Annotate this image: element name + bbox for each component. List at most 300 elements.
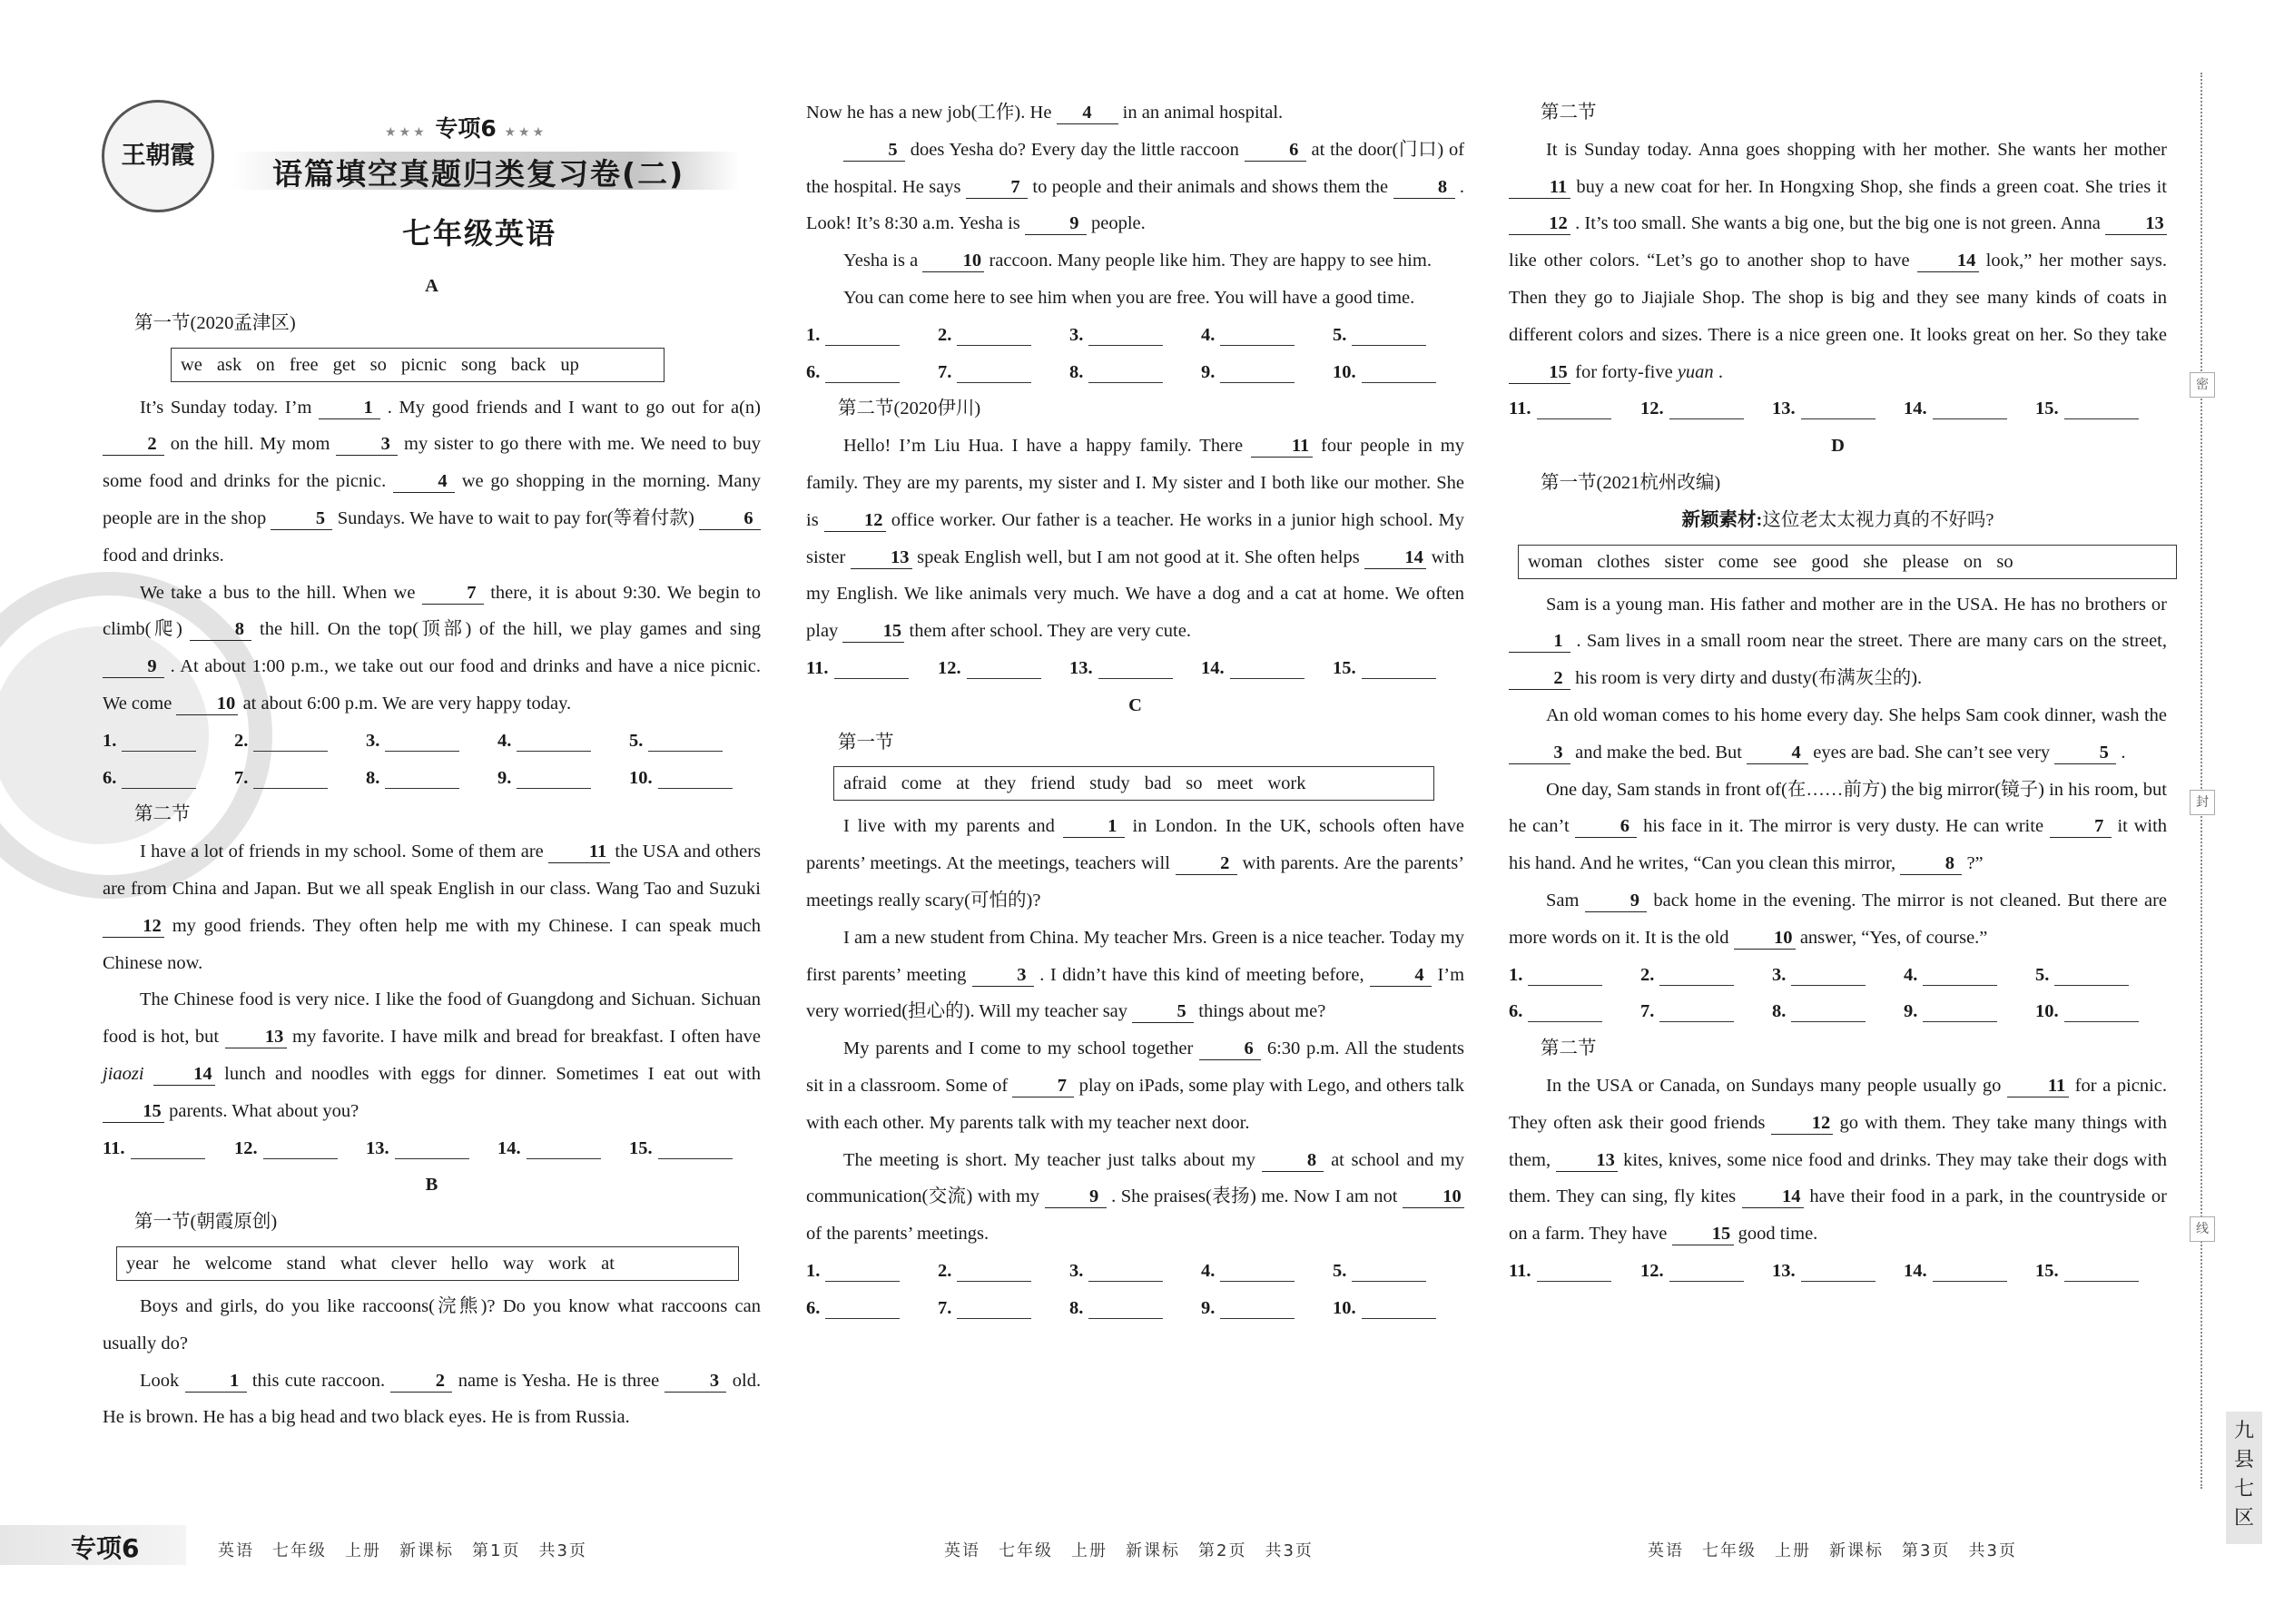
answer-slot[interactable] <box>497 1130 629 1167</box>
answer-slot[interactable] <box>234 760 366 797</box>
answer-line[interactable] <box>1933 395 2007 419</box>
blank-field[interactable]: 3 <box>665 1370 726 1393</box>
blank-field[interactable]: 14 <box>1742 1186 1804 1208</box>
answer-line[interactable] <box>253 727 328 752</box>
blank-field[interactable]: 10 <box>1403 1186 1464 1208</box>
answer-slot[interactable] <box>806 1253 938 1290</box>
section-c2-title: 第二节 <box>1541 103 1597 123</box>
answer-row-d1 <box>1509 957 2167 994</box>
passage-c-p3 <box>806 1030 1464 1141</box>
answer-line[interactable] <box>825 1294 900 1319</box>
blank-field[interactable]: 4 <box>1747 742 1808 764</box>
blank-field[interactable]: 2 <box>1509 667 1570 690</box>
word-option: work <box>1267 773 1306 794</box>
answer-slot[interactable] <box>1201 317 1333 354</box>
answer-line[interactable] <box>825 1257 900 1282</box>
blank-field[interactable]: 6 <box>1575 815 1637 838</box>
answer-slot[interactable] <box>234 723 366 760</box>
answer-row-a1 <box>103 723 761 760</box>
district-label: 九县七区 <box>2226 1412 2262 1544</box>
answer-number: 12. <box>1640 1260 1664 1281</box>
answer-number: 11. <box>1509 1260 1531 1281</box>
answer-slot[interactable] <box>1904 1253 2035 1290</box>
word-option: see <box>1773 551 1797 572</box>
section-d-label: D <box>1831 436 1845 457</box>
answer-slot[interactable] <box>938 354 1069 391</box>
answer-slot[interactable] <box>1069 1253 1201 1290</box>
passage-a2-p1 <box>103 833 761 981</box>
answer-line[interactable] <box>1220 359 1295 383</box>
blank-field[interactable]: 7 <box>2050 815 2112 838</box>
answer-line[interactable] <box>2054 961 2129 986</box>
passage-text: An old woman comes to his home every day. She helps Sam cook dinner, wash the <box>1546 704 2167 725</box>
passage-text: . <box>1718 361 1723 382</box>
answer-line[interactable] <box>1528 998 1602 1022</box>
passage-text: I have a lot of friends in my school. Some of them are <box>140 842 544 862</box>
passage-text: we go shopping in the morning. Many people are in the shop <box>103 471 762 528</box>
passage-d-p3 <box>1509 772 2167 882</box>
answer-line[interactable] <box>1362 1294 1436 1319</box>
answer-line[interactable] <box>385 764 459 789</box>
passage-text: . She praises(表扬) me. Now I am not <box>1111 1186 1398 1207</box>
blank-field[interactable]: 13 <box>225 1026 287 1048</box>
passage-text: . Sam lives in a small room near the street. There are many cars on the street, <box>1576 631 2167 652</box>
passage-c-p4 <box>806 1142 1464 1253</box>
passage-b2 <box>806 428 1464 650</box>
answer-line[interactable] <box>1923 998 1997 1022</box>
answer-slot[interactable] <box>366 723 497 760</box>
blank-field[interactable]: 1 <box>1063 815 1125 838</box>
blank-field[interactable]: 5 <box>271 507 332 530</box>
passage-text: I live with my parents and <box>843 816 1055 837</box>
word-option: we <box>181 354 202 375</box>
answer-line[interactable] <box>517 727 591 752</box>
answer-slot[interactable] <box>806 354 938 391</box>
blank-field[interactable]: 4 <box>1370 964 1432 987</box>
blank-field[interactable]: 15 <box>842 620 904 643</box>
answer-number: 3. <box>1069 324 1084 345</box>
answer-line[interactable] <box>1088 1294 1163 1319</box>
answer-slot[interactable] <box>806 650 938 687</box>
answer-slot[interactable] <box>1904 957 2035 994</box>
answer-slot[interactable] <box>1201 650 1333 687</box>
passage-text: Sam <box>1546 890 1580 910</box>
answer-slot[interactable] <box>1069 354 1201 391</box>
word-option: clothes <box>1597 551 1650 572</box>
word-option: woman <box>1528 551 1583 572</box>
blank-field[interactable]: 2 <box>390 1370 452 1393</box>
answer-line[interactable] <box>1933 1257 2007 1282</box>
column-1 <box>103 268 761 1436</box>
answer-slot[interactable] <box>1201 354 1333 391</box>
answer-line[interactable] <box>1352 321 1426 346</box>
answer-slot[interactable] <box>1772 957 1904 994</box>
answer-slot[interactable] <box>806 317 938 354</box>
brand-logo <box>102 100 214 212</box>
answer-slot[interactable] <box>1509 390 1640 428</box>
answer-slot[interactable] <box>938 650 1069 687</box>
word-option: way <box>502 1253 535 1274</box>
blank-field[interactable]: 6 <box>699 507 761 530</box>
blank-field[interactable]: 13 <box>1556 1149 1618 1172</box>
answer-slot[interactable] <box>1069 650 1201 687</box>
answer-number: 13. <box>1772 399 1796 419</box>
answer-line[interactable] <box>1659 998 1734 1022</box>
answer-line[interactable] <box>1088 359 1163 383</box>
answer-line[interactable] <box>1923 961 1997 986</box>
blank-field[interactable]: 12 <box>1771 1112 1833 1135</box>
blank-field[interactable]: 9 <box>1585 890 1647 912</box>
answer-slot[interactable] <box>1333 317 1464 354</box>
blank-field[interactable]: 13 <box>851 546 912 569</box>
answer-slot[interactable] <box>497 723 629 760</box>
passage-text: Look <box>140 1370 180 1391</box>
answer-line[interactable] <box>1791 998 1866 1022</box>
blank-field[interactable]: 9 <box>103 655 164 678</box>
passage-text: go with them. They take many things with them, <box>1509 1112 2167 1170</box>
blank-field[interactable]: 14 <box>1364 546 1426 569</box>
answer-line[interactable] <box>957 1257 1031 1282</box>
novel-text: 这位老太太视力真的不好吗? <box>1762 509 1994 530</box>
blank-field[interactable]: 6 <box>1245 139 1306 162</box>
word-option: ask <box>216 354 242 375</box>
answer-slot[interactable] <box>938 1253 1069 1290</box>
blank-field[interactable]: 10 <box>1734 927 1796 950</box>
blank-field[interactable]: 9 <box>1045 1186 1107 1208</box>
footer-page-2: 英语 七年级 上册 新课标 第2页 共3页 <box>944 1541 1314 1560</box>
answer-slot[interactable] <box>366 760 497 797</box>
blank-field[interactable]: 9 <box>1025 212 1087 235</box>
blank-field[interactable]: 2 <box>1176 852 1237 875</box>
answer-line[interactable] <box>517 764 591 789</box>
answer-number: 6. <box>806 1297 821 1318</box>
answer-line[interactable] <box>825 321 900 346</box>
passage-b-p3 <box>806 94 1464 132</box>
answer-slot[interactable] <box>1904 390 2035 428</box>
answer-line[interactable] <box>957 1294 1031 1319</box>
answer-slot[interactable] <box>1333 1290 1464 1327</box>
answer-number: 11. <box>103 1137 125 1158</box>
answer-slot[interactable] <box>1201 1253 1333 1290</box>
answer-line[interactable] <box>122 764 196 789</box>
answer-slot[interactable] <box>1640 1253 1772 1290</box>
word-box-c <box>833 766 1434 801</box>
blank-field[interactable]: 15 <box>103 1100 164 1123</box>
answer-line[interactable] <box>1220 1294 1295 1319</box>
word-option: meet <box>1216 773 1254 794</box>
passage-text: at about 6:00 p.m. We are very happy today. <box>242 693 572 714</box>
blank-field[interactable]: 11 <box>548 841 610 863</box>
answer-slot[interactable] <box>629 1130 761 1167</box>
blank-field[interactable]: 6 <box>1199 1038 1261 1060</box>
passage-text: Sundays. We have to wait to pay for(等着付款) <box>337 507 694 528</box>
passage-text: my favorite. I have milk and bread for breakfast. I often have <box>292 1027 761 1048</box>
answer-line[interactable] <box>834 655 909 679</box>
answer-slot[interactable] <box>1640 957 1772 994</box>
blank-field[interactable]: 5 <box>843 139 905 162</box>
answer-number: 10. <box>2035 1001 2059 1022</box>
passage-text: I am a new student from China. My teacher Mrs. Green is a nice teacher. Today my first parents’ meeting <box>806 927 1464 985</box>
blank-field[interactable]: 12 <box>824 509 886 532</box>
answer-slot[interactable] <box>1904 993 2035 1030</box>
answer-slot[interactable] <box>103 1130 234 1167</box>
answer-number: 11. <box>806 657 829 678</box>
blank-field[interactable]: 15 <box>1509 361 1570 384</box>
word-option: clever <box>390 1253 437 1274</box>
word-option: year <box>126 1253 159 1274</box>
word-option: what <box>340 1253 377 1274</box>
answer-slot[interactable] <box>1201 1290 1333 1327</box>
passage-text: with parents. Are the parents’ meetings really scary(可怕的)? <box>806 853 1465 910</box>
blank-field[interactable]: 12 <box>1509 212 1570 235</box>
answer-number: 13. <box>1069 657 1093 678</box>
passage-b-p6: You can come here to see him when you are free. You will have a good time. <box>843 287 1415 308</box>
word-option: please <box>1902 551 1949 572</box>
answer-line[interactable] <box>1098 655 1173 679</box>
blank-field[interactable]: 5 <box>1132 1000 1194 1023</box>
answer-line[interactable] <box>2064 998 2139 1022</box>
novel-material <box>1509 502 2167 539</box>
answer-slot[interactable] <box>497 760 629 797</box>
answer-slot[interactable] <box>2035 957 2167 994</box>
footer-page-1: 英语 七年级 上册 新课标 第1页 共3页 <box>218 1541 587 1560</box>
answer-line[interactable] <box>1669 395 1744 419</box>
answer-line[interactable] <box>1220 321 1295 346</box>
answer-slot[interactable] <box>629 760 761 797</box>
passage-text: Sam is a young man. His father and mother are in the USA. He has no brothers or <box>1546 594 2167 615</box>
answer-number: 2. <box>234 730 249 751</box>
answer-slot[interactable] <box>629 723 761 760</box>
answer-line[interactable] <box>658 764 733 789</box>
section-a2-title: 第二节 <box>134 804 191 825</box>
answer-line[interactable] <box>385 727 459 752</box>
passage-text: . At about 1:00 p.m., we take out our food and drinks and have a nice picnic. We come <box>103 656 761 714</box>
section-d1-title: 第一节(2021杭州改编) <box>1541 472 1721 493</box>
passage-text: Yesha is a <box>843 251 919 271</box>
answer-slot[interactable] <box>1333 650 1464 687</box>
footer-special-label: 专项6 <box>71 1533 140 1563</box>
answer-line[interactable] <box>395 1135 469 1159</box>
answer-line[interactable] <box>1220 1257 1295 1282</box>
word-option: work <box>548 1253 587 1274</box>
answer-row-b1 <box>806 317 1464 354</box>
answer-number: 10. <box>1333 1297 1356 1318</box>
answer-line[interactable] <box>1088 321 1163 346</box>
page-subtitle: 七年级英语 <box>402 216 557 251</box>
answer-line[interactable] <box>1362 655 1436 679</box>
passage-text: this cute raccoon. <box>251 1370 386 1391</box>
blank-field[interactable]: 8 <box>1393 176 1455 199</box>
blank-field[interactable]: 1 <box>1509 630 1570 653</box>
passage-text: kites, knives, some nice food and drinks. They may take their dogs with them. They can sing, fly kites <box>1509 1149 2168 1207</box>
answer-line[interactable] <box>967 655 1041 679</box>
passage-text: . Look! It’s 8:30 a.m. Yesha is <box>806 176 1465 234</box>
passage-text: office worker. Our father is a teacher. He works in a junior high school. My sister <box>806 509 1465 567</box>
word-option: welcome <box>204 1253 272 1274</box>
answer-slot[interactable] <box>1333 1253 1464 1290</box>
answer-slot[interactable] <box>1069 1290 1201 1327</box>
answer-line[interactable] <box>957 321 1031 346</box>
answer-slot[interactable] <box>1772 390 1904 428</box>
passage-a2-p2 <box>103 981 761 1129</box>
answer-number: 6. <box>103 767 117 788</box>
word-option: at <box>601 1253 615 1274</box>
passage-text: four people in my family. They are my parents, my sister and I. My sister and I both like our mother. She is <box>806 436 1465 530</box>
answer-row-a2 <box>103 760 761 797</box>
answer-number: 7. <box>234 767 249 788</box>
answer-line[interactable] <box>1791 961 1866 986</box>
answer-number: 13. <box>366 1137 389 1158</box>
blank-field[interactable]: 4 <box>393 470 455 493</box>
answer-line[interactable] <box>1659 961 1734 986</box>
answer-line[interactable] <box>2064 1257 2139 1282</box>
blank-field[interactable]: 7 <box>966 176 1028 199</box>
passage-text: . It’s too small. She wants a big one, but the big one is not green. Anna <box>1575 213 2101 234</box>
blank-field[interactable]: 4 <box>1057 102 1118 124</box>
answer-slot[interactable] <box>1069 317 1201 354</box>
blank-field[interactable]: 12 <box>103 915 164 938</box>
column-3 <box>1509 94 2167 1290</box>
answer-slot[interactable] <box>938 317 1069 354</box>
word-option: stand <box>286 1253 326 1274</box>
answer-line[interactable] <box>648 727 723 752</box>
answer-slot[interactable] <box>366 1130 497 1167</box>
stars-right: ★★★ <box>504 125 547 140</box>
answer-line[interactable] <box>1669 1257 1744 1282</box>
passage-text: back home in the evening. The mirror is not cleaned. But there are more words on it. It is the old <box>1509 890 2168 948</box>
blank-field[interactable]: 5 <box>2054 742 2116 764</box>
answer-line[interactable] <box>1352 1257 1426 1282</box>
answer-slot[interactable] <box>103 723 234 760</box>
answer-number: 9. <box>1904 1001 1918 1022</box>
answer-line[interactable] <box>1362 359 1436 383</box>
blank-field[interactable]: 1 <box>185 1370 247 1393</box>
passage-text: look,” her mother says. Then they go to Jiajiale Shop. The shop is big and they see many kinds of coats in different colors and sizes. There is a nice green one. It looks great on her. So they take <box>1509 251 2168 345</box>
passage-a1-p2 <box>103 575 761 723</box>
blank-field[interactable]: 11 <box>1251 435 1313 458</box>
passage-c-p2 <box>806 920 1464 1030</box>
answer-number: 15. <box>629 1137 653 1158</box>
answer-slot[interactable] <box>2035 390 2167 428</box>
blank-field[interactable]: 11 <box>2007 1075 2069 1097</box>
special-number: 专项6 <box>435 115 497 142</box>
answer-line[interactable] <box>957 359 1031 383</box>
answer-number: 5. <box>1333 1260 1347 1281</box>
answer-slot[interactable] <box>2035 1253 2167 1290</box>
passage-text: for forty-five <box>1575 361 1673 382</box>
blank-field[interactable]: 15 <box>1672 1223 1734 1245</box>
blank-field[interactable]: 11 <box>1509 176 1570 199</box>
answer-line[interactable] <box>527 1135 601 1159</box>
passage-text: jiaozi <box>103 1063 144 1084</box>
answer-line[interactable] <box>1230 655 1305 679</box>
blank-field[interactable]: 3 <box>336 433 398 456</box>
blank-field[interactable]: 7 <box>1012 1075 1074 1097</box>
answer-number: 1. <box>806 324 821 345</box>
word-option: at <box>956 773 970 794</box>
blank-field[interactable]: 10 <box>922 250 984 272</box>
blank-field[interactable]: 8 <box>1262 1149 1324 1172</box>
blank-field[interactable]: 3 <box>1509 742 1570 764</box>
blank-field[interactable]: 2 <box>103 433 164 456</box>
passage-text: people. <box>1091 213 1146 234</box>
passage-text: 6:30 p.m. All the students sit in a classroom. Some of <box>806 1038 1464 1096</box>
passage-text: eyes are bad. She can’t see very <box>1813 742 2051 763</box>
answer-line[interactable] <box>2064 395 2139 419</box>
answer-line[interactable] <box>131 1135 205 1159</box>
answer-line[interactable] <box>825 359 900 383</box>
answer-number: 2. <box>938 324 952 345</box>
answer-slot[interactable] <box>1772 993 1904 1030</box>
answer-slot[interactable] <box>1509 993 1640 1030</box>
word-option: study <box>1089 773 1130 794</box>
word-option: on <box>256 354 275 375</box>
blank-field[interactable]: 8 <box>1900 852 1962 875</box>
answer-number: 3. <box>1069 1260 1084 1281</box>
blank-field[interactable]: 7 <box>422 582 484 605</box>
passage-text: speak English well, but I am not good at it. She often helps <box>917 546 1360 567</box>
blank-field[interactable]: 1 <box>319 397 380 419</box>
answer-number: 2. <box>938 1260 952 1281</box>
answer-slot[interactable] <box>1772 1253 1904 1290</box>
answer-number: 14. <box>1904 399 1927 419</box>
answer-slot[interactable] <box>1640 993 1772 1030</box>
answer-number: 14. <box>1904 1260 1927 1281</box>
answer-number: 1. <box>1509 964 1523 985</box>
answer-slot[interactable] <box>1640 390 1772 428</box>
blank-field[interactable]: 13 <box>2105 212 2167 235</box>
passage-text: buy a new coat for her. In Hongxing Shop, she finds a green coat. She tries it <box>1576 176 2167 197</box>
answer-slot[interactable] <box>103 760 234 797</box>
passage-text: on the hill. My mom <box>170 434 330 455</box>
passage-text: in London. In the UK, schools often have parents’ meetings. At the meetings, teachers will <box>806 816 1465 874</box>
passage-text: of the parents’ meetings. <box>806 1224 989 1245</box>
answer-number: 10. <box>1333 361 1356 382</box>
answer-line[interactable] <box>1528 961 1602 986</box>
passage-text: parents. What about you? <box>169 1100 359 1121</box>
word-option: friend <box>1030 773 1076 794</box>
answer-line[interactable] <box>1537 395 1611 419</box>
answer-slot[interactable] <box>806 1290 938 1327</box>
blank-field[interactable]: 10 <box>176 693 238 715</box>
answer-slot[interactable] <box>1509 1253 1640 1290</box>
answer-line[interactable] <box>263 1135 338 1159</box>
answer-slot[interactable] <box>234 1130 366 1167</box>
answer-line[interactable] <box>122 727 196 752</box>
answer-number: 14. <box>497 1137 521 1158</box>
blank-field[interactable]: 14 <box>153 1063 215 1086</box>
passage-text: his room is very dirty and dusty(布满灰尘的). <box>1575 668 1923 689</box>
answer-line[interactable] <box>253 764 328 789</box>
answer-line[interactable] <box>1537 1257 1611 1282</box>
answer-number: 4. <box>1201 324 1216 345</box>
passage-b-p4 <box>806 132 1464 242</box>
answer-slot[interactable] <box>1509 957 1640 994</box>
answer-slot[interactable] <box>1333 354 1464 391</box>
passage-text: ?” <box>1966 853 1984 874</box>
answer-slot[interactable] <box>2035 993 2167 1030</box>
answer-line[interactable] <box>1801 395 1876 419</box>
blank-field[interactable]: 8 <box>190 618 251 641</box>
blank-field[interactable]: 3 <box>972 964 1034 987</box>
answer-line[interactable] <box>658 1135 733 1159</box>
answer-line[interactable] <box>1088 1257 1163 1282</box>
answer-slot[interactable] <box>938 1290 1069 1327</box>
answer-number: 5. <box>2035 964 2050 985</box>
answer-line[interactable] <box>1801 1257 1876 1282</box>
passage-a1-p1 <box>103 389 761 575</box>
blank-field[interactable]: 14 <box>1917 250 1979 272</box>
